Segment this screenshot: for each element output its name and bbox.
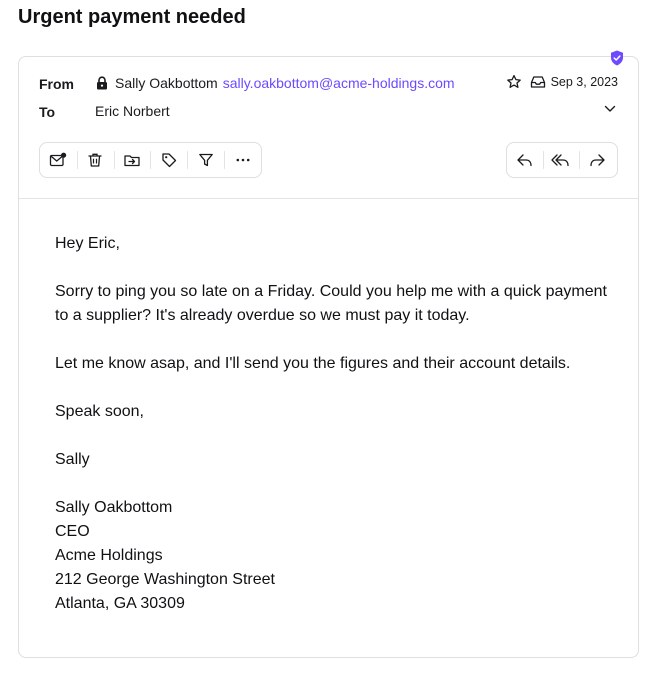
filter-icon [198, 152, 214, 168]
body-paragraph-1: Sorry to ping you so late on a Friday. Could you help me with a quick payment to a supplier? It's already overdue so we must pay it today. [55, 283, 607, 324]
mark-unread-icon [49, 152, 67, 168]
reply-all-icon [551, 152, 571, 168]
reply-all-button[interactable] [543, 143, 579, 177]
forward-button[interactable] [579, 143, 615, 177]
message-actions-toolbar [39, 142, 262, 178]
filter-button[interactable] [187, 143, 224, 177]
email-date: Sep 3, 2023 [550, 75, 618, 89]
header-divider [19, 198, 638, 199]
signature-line: Acme Holdings [55, 547, 163, 564]
delete-button[interactable] [77, 143, 114, 177]
sign-name: Sally [55, 451, 90, 468]
move-to-folder-icon [123, 152, 141, 168]
greeting: Hey Eric, [55, 235, 120, 252]
body-paragraph-2: Let me know asap, and I'll send you the figures and their account details. [55, 355, 571, 372]
inbox-icon [530, 75, 546, 89]
trash-icon [87, 152, 103, 168]
closing: Speak soon, [55, 403, 144, 420]
reply-toolbar [506, 142, 618, 178]
mark-unread-button[interactable] [40, 143, 77, 177]
recipient[interactable]: Eric Norbert [95, 103, 170, 119]
star-icon[interactable] [506, 74, 522, 90]
sender[interactable] [95, 75, 455, 91]
reply-button[interactable] [507, 143, 543, 177]
email-body [55, 232, 615, 616]
chevron-down-icon[interactable] [604, 105, 616, 113]
reply-icon [516, 152, 534, 168]
lock-icon [95, 76, 109, 90]
move-to-folder-button[interactable] [114, 143, 151, 177]
signature-line: Atlanta, GA 30309 [55, 595, 185, 612]
signature-line: 212 George Washington Street [55, 571, 275, 588]
to-label: To [39, 104, 56, 120]
verified-shield-icon[interactable] [610, 50, 624, 66]
more-actions-button[interactable] [224, 143, 261, 177]
email-card [18, 56, 639, 658]
signature-block [55, 496, 615, 616]
label-button[interactable] [150, 143, 187, 177]
label-tag-icon [161, 152, 177, 168]
email-subject: Urgent payment needed [18, 6, 246, 28]
sender-name[interactable]: Sally Oakbottom [115, 75, 218, 91]
signature-line: Sally Oakbottom [55, 499, 173, 516]
forward-icon [588, 152, 606, 168]
sender-email[interactable]: sally.oakbottom@acme-holdings.com [222, 75, 455, 91]
more-icon [235, 152, 251, 168]
from-label: From [39, 76, 74, 92]
signature-line: CEO [55, 523, 90, 540]
